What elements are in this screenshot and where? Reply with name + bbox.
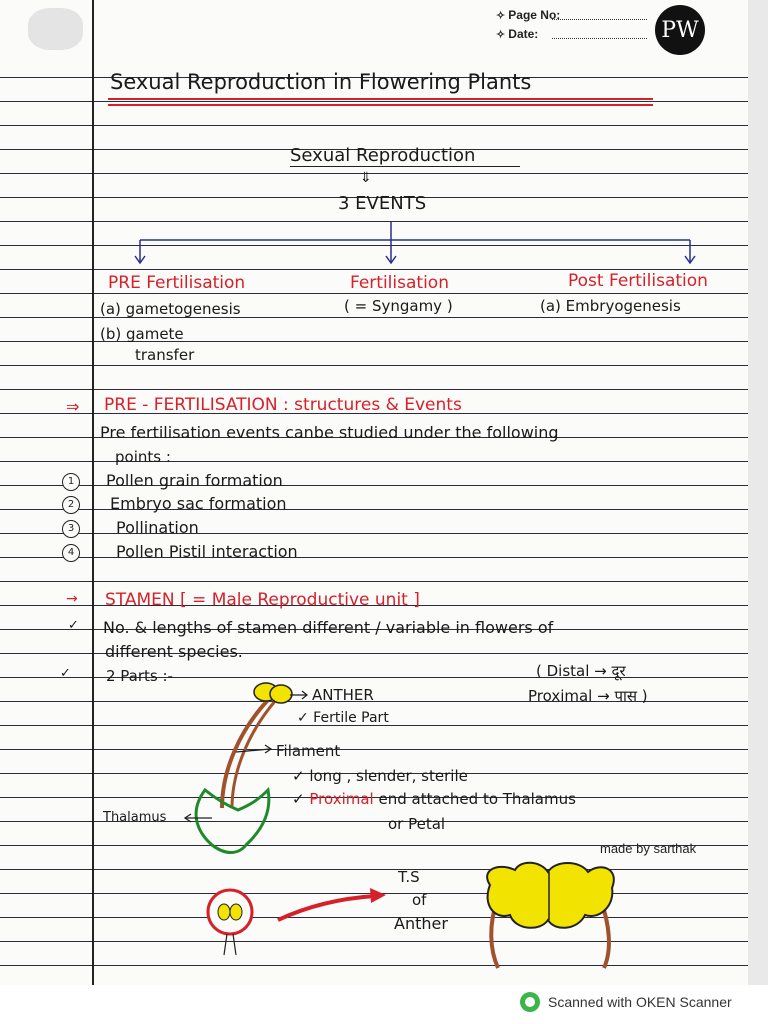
pw-logo-text: PW: [661, 17, 699, 43]
branch-fert-label: Fertilisation: [350, 273, 449, 293]
filament-desc-2-rest: end attached to Thalamus: [378, 790, 576, 808]
overview-heading: Sexual Reproduction: [290, 145, 476, 166]
point-number-4: 4: [62, 544, 80, 562]
parts-label: 2 Parts :-: [106, 667, 173, 685]
branch-post-label: Post Fertilisation: [568, 271, 708, 291]
point-number-1: 1: [62, 473, 80, 491]
stamen-line-2: different species.: [105, 642, 243, 661]
point-3-text: Pollination: [116, 518, 199, 537]
anther-lobe-2: [270, 685, 292, 703]
page-title: Sexual Reproduction in Flowering Plants: [110, 70, 532, 94]
pre-fert-arrow: ⇒: [66, 397, 80, 416]
pre-item-b-cont: transfer: [135, 346, 195, 364]
ts-label-2: of: [412, 891, 427, 909]
red-arrow-head: [370, 888, 386, 903]
down-arrow: ⇓: [360, 170, 372, 186]
pre-fert-intro-2: points :: [115, 448, 171, 466]
filament-desc-2-red: Proximal: [309, 790, 374, 808]
filament-label: Filament: [276, 742, 341, 760]
filament-pointer: [236, 749, 270, 752]
filament-desc-1: ✓ long , slender, sterile: [292, 767, 468, 785]
point-number-3: 3: [62, 520, 80, 538]
point-4-text: Pollen Pistil interaction: [116, 542, 298, 561]
scanner-text: Scanned with OKEN Scanner: [548, 994, 732, 1010]
point-1-text: Pollen grain formation: [106, 471, 283, 490]
page-no-label: ✧ Page No:: [496, 8, 561, 22]
ts-lobe-1: [218, 904, 230, 920]
pre-fert-heading: PRE - FERTILISATION : structures & Events: [104, 395, 462, 415]
pre-fert-intro-1: Pre fertilisation events canbe studied under the following: [100, 423, 559, 442]
distal-note: ( Distal → दूर: [536, 662, 626, 680]
branch-pre-label: PRE Fertilisation: [108, 273, 246, 293]
filament-desc-3: or Petal: [388, 815, 446, 833]
pre-item-a: (a) gametogenesis: [100, 300, 241, 318]
point-2-text: Embryo sac formation: [110, 494, 287, 513]
filament-desc-2-tick: ✓: [292, 790, 305, 808]
fert-item: ( = Syngamy ): [344, 297, 453, 315]
scanner-watermark: [520, 992, 732, 1012]
point-number-2: 2: [62, 496, 80, 514]
ts-stalk-2: [233, 934, 236, 955]
stamen-line-1: No. & lengths of stamen different / variable in flowers of: [103, 618, 554, 637]
thalamus-label: Thalamus: [103, 810, 167, 825]
date-label: ✧ Date:: [496, 27, 539, 41]
stamen-arrow: →: [66, 591, 78, 607]
filament-desc-2: [292, 790, 576, 808]
ts-label-3: Anther: [394, 914, 448, 933]
tick-mark-1: ✓: [68, 618, 79, 633]
tick-mark-2: ✓: [60, 666, 71, 681]
fertile-part: ✓ Fertile Part: [297, 710, 389, 726]
post-item-a: (a) Embryogenesis: [540, 297, 681, 315]
ts-anther-body: [487, 863, 614, 928]
stamen-heading: STAMEN [ = Male Reproductive unit ]: [105, 590, 420, 610]
scanner-icon: [520, 992, 540, 1012]
ts-lobe-2: [230, 904, 242, 920]
red-arrow: [278, 896, 375, 920]
anther-label: ANTHER: [312, 686, 374, 704]
page-no-text: Page No:: [508, 8, 561, 22]
pre-item-b: (b) gamete: [100, 325, 184, 343]
credit-text: made by sarthak: [600, 841, 697, 856]
filament-left: [222, 700, 268, 808]
proximal-note: Proximal → पास ): [528, 687, 648, 705]
ts-stalk-1: [224, 934, 227, 955]
three-events: 3 EVENTS: [338, 193, 427, 214]
date-text: Date:: [508, 27, 539, 41]
ts-label-1: T.S: [398, 868, 420, 886]
